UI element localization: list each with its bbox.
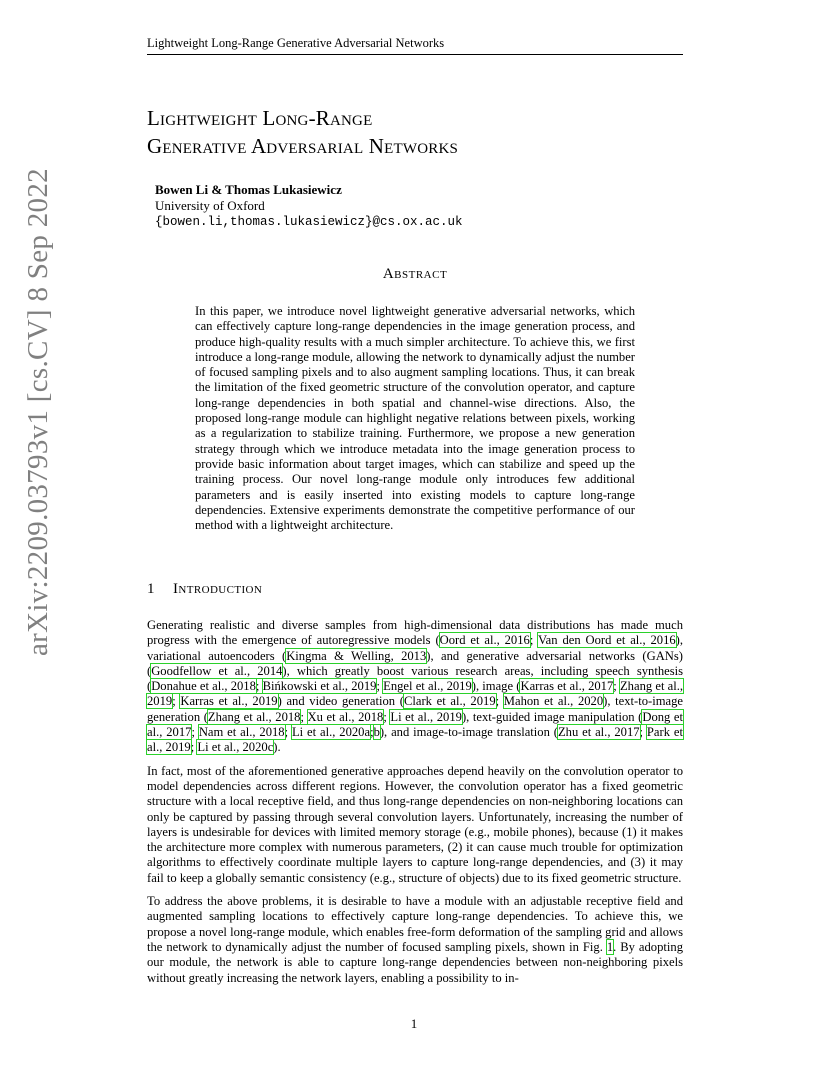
citation-link[interactable]: Zhang et al., 2018 <box>207 709 301 724</box>
citation-link[interactable]: Karras et al., 2019 <box>180 694 278 709</box>
citation-link[interactable]: Kingma & Welling, 2013 <box>286 648 427 663</box>
citation-link[interactable]: Donahue et al., 2018 <box>151 679 256 694</box>
citation-link[interactable]: b <box>373 725 380 740</box>
page-number: 1 <box>410 1016 418 1031</box>
citation-link[interactable]: Xu et al., 2018 <box>307 709 384 724</box>
arxiv-identifier-stamp[interactable]: arXiv:2209.03793v1 [cs.CV] 8 Sep 2022 <box>22 168 54 656</box>
citation-link[interactable]: Li et al., 2020a <box>291 725 371 740</box>
citation-link[interactable]: Engel et al., 2019 <box>383 679 472 694</box>
author-names: Bowen Li & Thomas Lukasiewicz <box>155 182 342 197</box>
citation-link[interactable]: Dong et al., 2017 <box>147 709 684 740</box>
intro-paragraph-3: To address the above problems, it is desirable to have a module with an adjustable receptive field and augmented sampling locations to effectively capture long-range dependencies. To achieve this, we propose a novel long-range module, which enables free-form deformation of the sampling grid and allows the network to dynamically adjust the number of focused sampling pixels, shown in Fig. 1. By adopting our module, the network is able to capture long-range dependencies between non-neighboring pixels without greatly increasing the network layers, enabling a possibility to in- <box>147 894 683 985</box>
author-block <box>155 182 463 230</box>
abstract-text: In this paper, we introduce novel lightweight generative adversarial networks, which can effectively capture long-range dependencies in the image generation process, and produce high-quality results with a much simpler architecture. To achieve this, we first introduce a long-range module, allowing the network to dynamically adjust the number of focused sampling pixels and to also augment sampling locations. Thus, it can break the limitation of the fixed geometric structure of the convolution operator, and capture long-range dependencies in both spatial and channel-wise directions. Also, the proposed long-range module can highlight negative relations between pixels, working as a regularization to stabilize training. Furthermore, we propose a new generation strategy through which we introduce metadata into the image generation process to provide basic information about target images, which can stabilize and speed up the training process. Our novel long-range module only introduces few additional parameters and is easily inserted into existing models to capture long-range dependencies. Extensive experiments demonstrate the competitive performance of our method with a lightweight architecture. <box>195 304 635 533</box>
introduction-body <box>147 618 683 994</box>
abstract-heading: Abstract <box>382 266 448 282</box>
citation-link[interactable]: Park et al., 2019 <box>147 725 683 755</box>
figure-link[interactable]: 1 <box>606 939 614 954</box>
citation-link[interactable]: Mahon et al., 2020 <box>503 694 604 709</box>
citation-link[interactable]: Zhu et al., 2017 <box>557 725 640 740</box>
running-head: Lightweight Long-Range Generative Adversarial Networks <box>147 36 683 55</box>
section-heading <box>147 581 262 598</box>
title-line-2: Generative Adversarial Networks <box>147 134 459 158</box>
section-title: Introduction <box>173 581 263 597</box>
author-affiliation: University of Oxford <box>155 198 265 213</box>
citation-link[interactable]: Zhang et al., 2019 <box>147 679 684 709</box>
intro-paragraph-2: In fact, most of the aforementioned generative approaches depend heavily on the convolution operator to model dependencies across different regions. However, the convolution operator has a fixed geometric structure with a local receptive field, and thus long-range dependencies on non-neighboring locations can only be captured by passing through several convolution layers. Unfortunately, increasing the number of layers is undesirable for devices with limited memory storage (e.g., mobile phones), because (1) it makes the architecture more complex with numerous parameters, (2) it can cause much trouble for optimization algorithms to effectively coordinate multiple layers to capture long-range dependencies, and (3) it may fail to keep a globally semantic consistency (e.g., structure of objects) due to its fixed geometric structure. <box>147 763 683 885</box>
citation-link[interactable]: Nam et al., 2018 <box>198 725 285 740</box>
citation-link[interactable]: Li et al., 2020c <box>197 740 274 755</box>
citation-link[interactable]: Karras et al., 2017 <box>520 679 614 694</box>
citation-link[interactable]: Goodfellow et al., 2014 <box>151 663 283 678</box>
paper-title <box>147 104 683 160</box>
citation-link[interactable]: Oord et al., 2016 <box>439 633 530 648</box>
citation-link[interactable]: Clark et al., 2019 <box>403 694 496 709</box>
title-line-1: Lightweight Long-Range <box>147 106 373 130</box>
section-number: 1 <box>147 581 155 597</box>
citation-link[interactable]: Van den Oord et al., 2016 <box>537 633 676 648</box>
citation-link[interactable]: Bińkowski et al., 2019 <box>262 679 377 694</box>
intro-paragraph-1: Generating realistic and diverse samples from high-dimensional data distributions has made much progress with the emergence of autoregressive models (Oord et al., 2016; Van den Oord et al., 2016), variational autoencoders (Kingma & Welling, 2013), and generative adversarial networks (GANs) (Goodfellow et al., 2014), which greatly boost various research areas, including speech synthesis (Donahue et al., 2018; Bińkowski et al., 2019; Engel et al., 2019), image (Karras et al., 2017; Zhang et al., 2019; Karras et al., 2019) and video generation (Clark et al., 2019; Mahon et al., 2020), text-to-image generation (Zhang et al., 2018; Xu et al., 2018; Li et al., 2019), text-guided image manipulation (Dong et al., 2017; Nam et al., 2018; Li et al., 2020a;b), and image-to-image translation (Zhu et al., 2017; Park et al., 2019; Li et al., 2020c). <box>147 618 684 755</box>
author-email: {bowen.li,thomas.lukasiewicz}@cs.ox.ac.uk <box>155 215 463 229</box>
citation-link[interactable]: Li et al., 2019 <box>390 709 462 724</box>
